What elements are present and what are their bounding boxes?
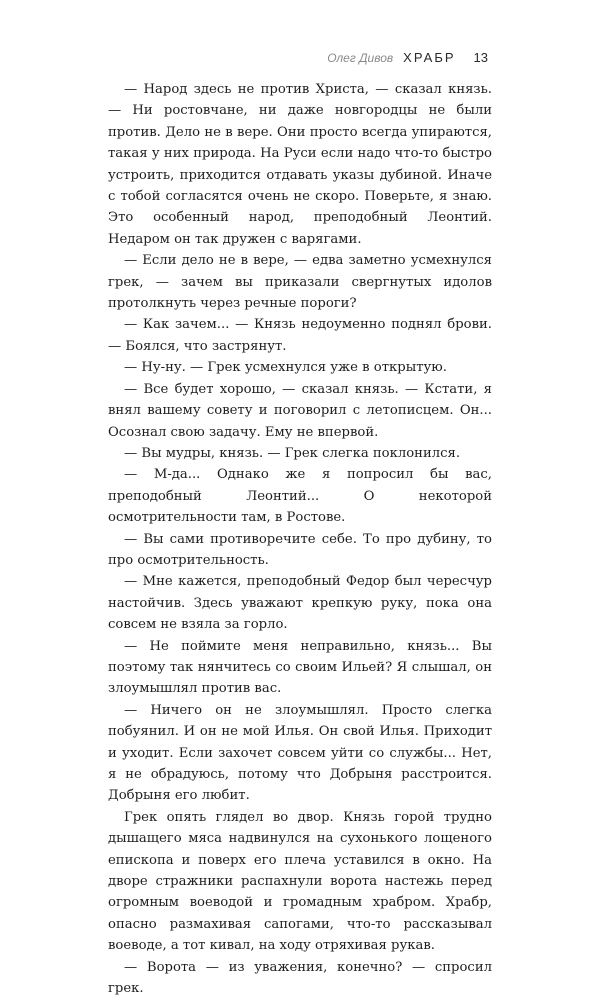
body-text: [108, 79, 492, 999]
paragraph: — Ну-ну. — Грек усмехнулся уже в открытую.: [124, 360, 447, 376]
paragraph: — Мне кажется, преподобный Федор был чересчур настойчив. Здесь уважают крепкую руку, пока она совсем не взяла за горло.: [108, 574, 492, 633]
running-head-author: Олег Дивов: [327, 51, 394, 65]
paragraph: — Ворота — из уважения, конечно? — спросил грек.: [108, 959, 492, 997]
paragraph: — Все будет хорошо, — сказал князь. — Кстати, я внял вашему совету и поговорил с летописцем. Он... Осознал свою задачу. Ему не впервой.: [108, 381, 492, 440]
paragraph: Грек опять глядел во двор. Князь горой трудно дышащего мяса надвинулся на сухонького лощеного епископа и поверх его плеча уставился в окно. На дворе стражники распахнули ворота настежь перед огромным воеводой и громадным храбром. Храбр, опасно размахивая сапогами, что-то рассказывал воеводе, а тот кивал, на ходу отряхивая рукав.: [108, 809, 492, 954]
paragraph: — Вы мудры, князь. — Грек слегка поклонился.: [124, 445, 461, 461]
paragraph: — Народ здесь не против Христа, — сказал князь. — Ни ростовчане, ни даже новгородцы не были против. Дело не в вере. Они просто всегда упираются, такая у них природа. На Руси если надо что-то быстро устроить, приходится отдавать указы дубиной. Иначе с тобой согласятся очень не скоро. Поверьте, я знаю. Это особенный народ, преподобный Леонтий. Недаром он так дружен с варягами.: [108, 82, 492, 247]
paragraph: — Вы сами противоречите себе. То про дубину, то про осмотрительность.: [108, 531, 492, 568]
paragraph: — Как зачем... — Князь недоуменно поднял брови. — Боялся, что застрянут.: [108, 317, 492, 354]
paragraph: — М-да... Однако же я попросил бы вас, преподобный Леонтий... О некоторой осмотрительности там, в Ростове.: [108, 467, 492, 526]
page-number: 13: [473, 50, 488, 65]
paragraph: — Если дело не в вере, — едва заметно усмехнулся грек, — зачем вы приказали свергнутых идолов протолкнуть через речные пороги?: [108, 253, 492, 312]
running-head: [327, 50, 488, 65]
paragraph: — Ничего он не злоумышлял. Просто слегка побуянил. И он не мой Илья. Он свой Илья. Приходит и уходит. Если захочет совсем уйти со службы... Нет, я не обрадуюсь, потому что Добрыня расстроится. Добрыня его любит.: [108, 702, 492, 804]
paragraph: — Не поймите меня неправильно, князь... Вы поэтому так нянчитесь со своим Ильей? Я слышал, он злоумышлял против вас.: [108, 638, 492, 697]
running-head-title: ХРАБР: [403, 50, 456, 65]
